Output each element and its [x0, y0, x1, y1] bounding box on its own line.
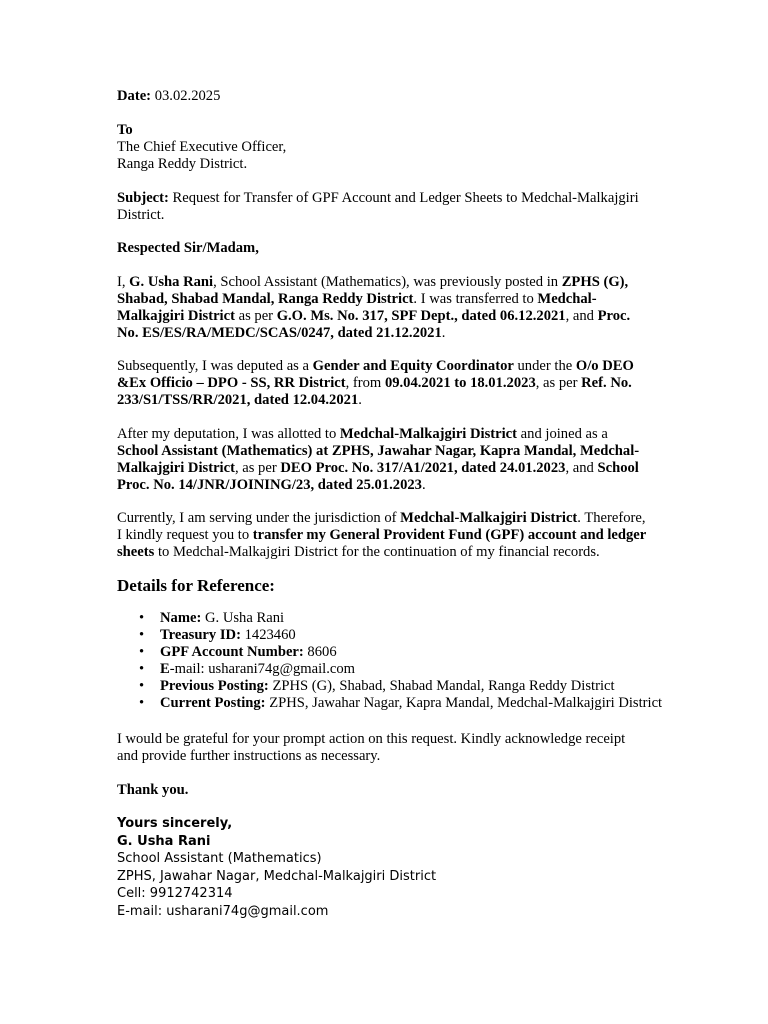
date-label: Date:	[117, 88, 152, 104]
signatory-cell: Cell: 9912742314	[117, 886, 233, 901]
bullet-icon: •	[139, 644, 145, 660]
subject-line	[117, 190, 652, 224]
paragraph-deputation: Subsequently, I was deputed as a Gender and Equity Coordinator under the O/o DEO &Ex Officio – DPO - SS, RR District, from 09.04.2021 to 18.01.2023, as per Ref. No. 233/S1/TSS/RR/2021, dated 12.04.2021.	[117, 358, 634, 408]
detail-item-previous-posting: • Previous Posting: ZPHS (G), Shabad, Shabad Mandal, Ranga Reddy District	[139, 678, 615, 694]
bullet-icon: •	[139, 627, 145, 643]
subject-label: Subject:	[117, 190, 169, 206]
bullet-icon: •	[139, 695, 145, 711]
recipient-district: Ranga Reddy District.	[117, 156, 248, 172]
detail-item-name: • Name: G. Usha Rani	[139, 610, 285, 626]
paragraph-request: Currently, I am serving under the jurisdiction of Medchal-Malkajgiri District. Therefore, I kindly request you to transfer my General Provident Fund (GPF) account and ledger sheets to Medchal-Malkajgiri District for the continuation of my financial records.	[117, 510, 646, 560]
date-line	[117, 88, 220, 105]
date-value: 03.02.2025	[154, 88, 221, 104]
subject-text: Request for Transfer of GPF Account and Ledger Sheets to Medchal-Malkajgiri District.	[117, 190, 639, 223]
recipient-title: The Chief Executive Officer,	[117, 139, 287, 155]
bullet-icon: •	[139, 678, 145, 694]
detail-item-current-posting: • Current Posting: ZPHS, Jawahar Nagar, Kapra Mandal, Medchal-Malkajgiri District	[139, 695, 663, 711]
signatory-designation: School Assistant (Mathematics)	[117, 851, 322, 866]
valediction: Yours sincerely,	[117, 816, 233, 831]
details-list	[117, 610, 677, 712]
salutation: Respected Sir/Madam,	[117, 240, 259, 256]
recipient-block	[117, 122, 286, 173]
detail-item-treasury-id: • Treasury ID: 1423460	[139, 627, 296, 643]
signatory-email: E-mail: usharani74g@gmail.com	[117, 903, 329, 919]
to-label: To	[117, 122, 133, 138]
paragraph-previous-posting: I, G. Usha Rani, School Assistant (Mathematics), was previously posted in ZPHS (G), Shabad, Shabad Mandal, Ranga Reddy District. I was transferred to Medchal-Malkajgiri District as per G.O. Ms. No. 317, SPF Dept., dated 06.12.2021, and Proc. No. ES/ES/RA/MEDC/SCAS/0247, dated 21.12.2021.	[117, 274, 631, 341]
detail-item-gpf-account: • GPF Account Number: 8606	[139, 644, 337, 660]
bullet-icon: •	[139, 610, 145, 626]
details-heading: Details for Reference:	[117, 576, 275, 595]
thank-you: Thank you.	[117, 782, 189, 798]
signatory-name: G. Usha Rani	[117, 833, 211, 849]
signature-block	[117, 815, 436, 920]
paragraph-allotment: After my deputation, I was allotted to Medchal-Malkajgiri District and joined as a School Assistant (Mathematics) at ZPHS, Jawahar Nagar, Kapra Mandal, Medchal-Malkajgiri District, as per DEO Proc. No. 317/A1/2021, dated 24.01.2023, and School Proc. No. 14/JNR/JOINING/23, dated 25.01.2023.	[117, 426, 640, 493]
bullet-icon: •	[139, 661, 145, 677]
detail-item-email: • E-mail: usharani74g@gmail.com	[139, 661, 356, 677]
signatory-school: ZPHS, Jawahar Nagar, Medchal-Malkajgiri District	[117, 868, 437, 884]
closing-paragraph: I would be grateful for your prompt action on this request. Kindly acknowledge receipt and provide further instructions as necessary.	[117, 731, 626, 764]
